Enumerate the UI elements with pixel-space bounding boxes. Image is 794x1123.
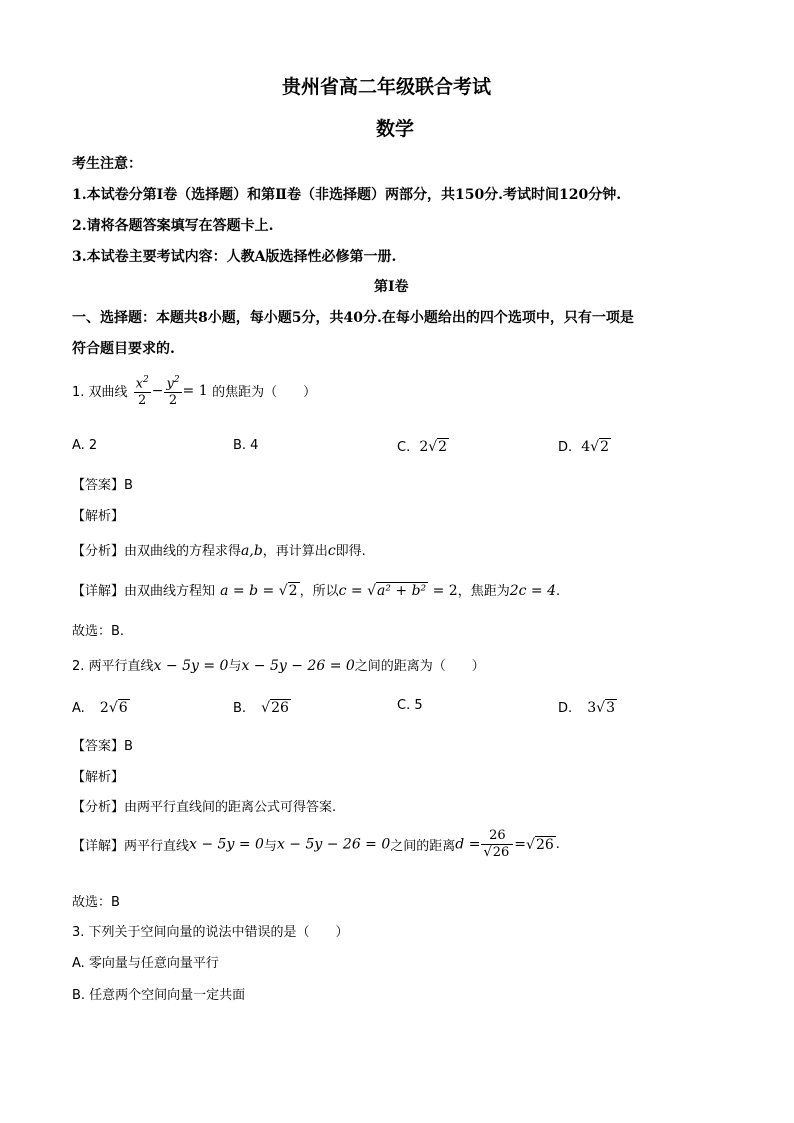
q1-option-a: A. 2 (72, 438, 98, 453)
page-title: 贵州省高二年级联合考试 (282, 76, 492, 98)
q1-fenxi: 【分析】由双曲线的方程求得a,b，再计算出c即得. (72, 543, 366, 559)
section-heading-line1: 一、选择题：本题共8小题，每小题5分，共40分.在每小题给出的四个选项中，只有一项是 (72, 310, 634, 326)
q3-option-a: A. 零向量与任意向量平行 (72, 956, 219, 971)
q1-answer: 【答案】B (72, 478, 133, 493)
q2-analysis-label: 【解析】 (72, 770, 125, 785)
hyperbola-equation: $\frac{x^2}{2}$ − $\frac{y^2}{2}$ = 1 (133, 383, 212, 399)
notice-heading: 考生注意： (72, 156, 142, 172)
q2-fenxi: 【分析】由两平行直线间的距离公式可得答案. (72, 800, 337, 815)
question-1-suffix: 的焦距为（ ） (212, 385, 317, 401)
subject-title: 数学 (376, 118, 415, 140)
q1-analysis-label: 【解析】 (72, 509, 125, 524)
section-heading-line2: 符合题目要求的. (72, 341, 175, 357)
q3-option-b: B. 任意两个空间向量一定共面 (72, 988, 246, 1003)
question-1-prefix: 1. 双曲线 (72, 385, 128, 401)
notice-item-1: 1.本试卷分第Ⅰ卷（选择题）和第Ⅱ卷（非选择题）两部分，共150分.考试时间120分钟. (72, 187, 622, 203)
q1-option-c: C. 2√2 (397, 439, 448, 455)
q2-option-c: C. 5 (397, 698, 423, 713)
part-label: 第Ⅰ卷 (374, 279, 409, 295)
question-2: 2. 两平行直线x − 5y = 0与x − 5y − 26 = 0之间的距离为（ ） (72, 658, 485, 674)
notice-item-2: 2.请将各题答案填写在答题卡上. (72, 218, 274, 234)
q2-answer: 【答案】B (72, 739, 133, 754)
q1-option-d: D. 4√2 (558, 439, 610, 455)
q1-detail: 【详解】由双曲线方程知 a = b = √2 ，所以c = √a² + b² = 2，焦距为2c = 4. (72, 583, 561, 599)
question-3: 3. 下列关于空间向量的说法中错误的是（ ） (72, 925, 349, 940)
q1-option-b: B. 4 (233, 438, 259, 453)
q2-option-b: B. √26 (233, 700, 289, 716)
q2-option-a: A. 2√6 (72, 700, 128, 716)
q1-conclusion: 故选：B. (72, 624, 125, 639)
question-1 (72, 372, 316, 409)
q2-conclusion: 故选：B (72, 895, 120, 910)
q2-option-d: D. 3√3 (558, 700, 616, 716)
notice-item-3: 3.本试卷主要考试内容：人教A版选择性必修第一册. (72, 249, 397, 265)
q2-detail: 【详解】两平行直线x − 5y = 0与x − 5y − 26 = 0之间的距离d = $\frac{26}{√26}$ =√26 . (72, 828, 560, 860)
